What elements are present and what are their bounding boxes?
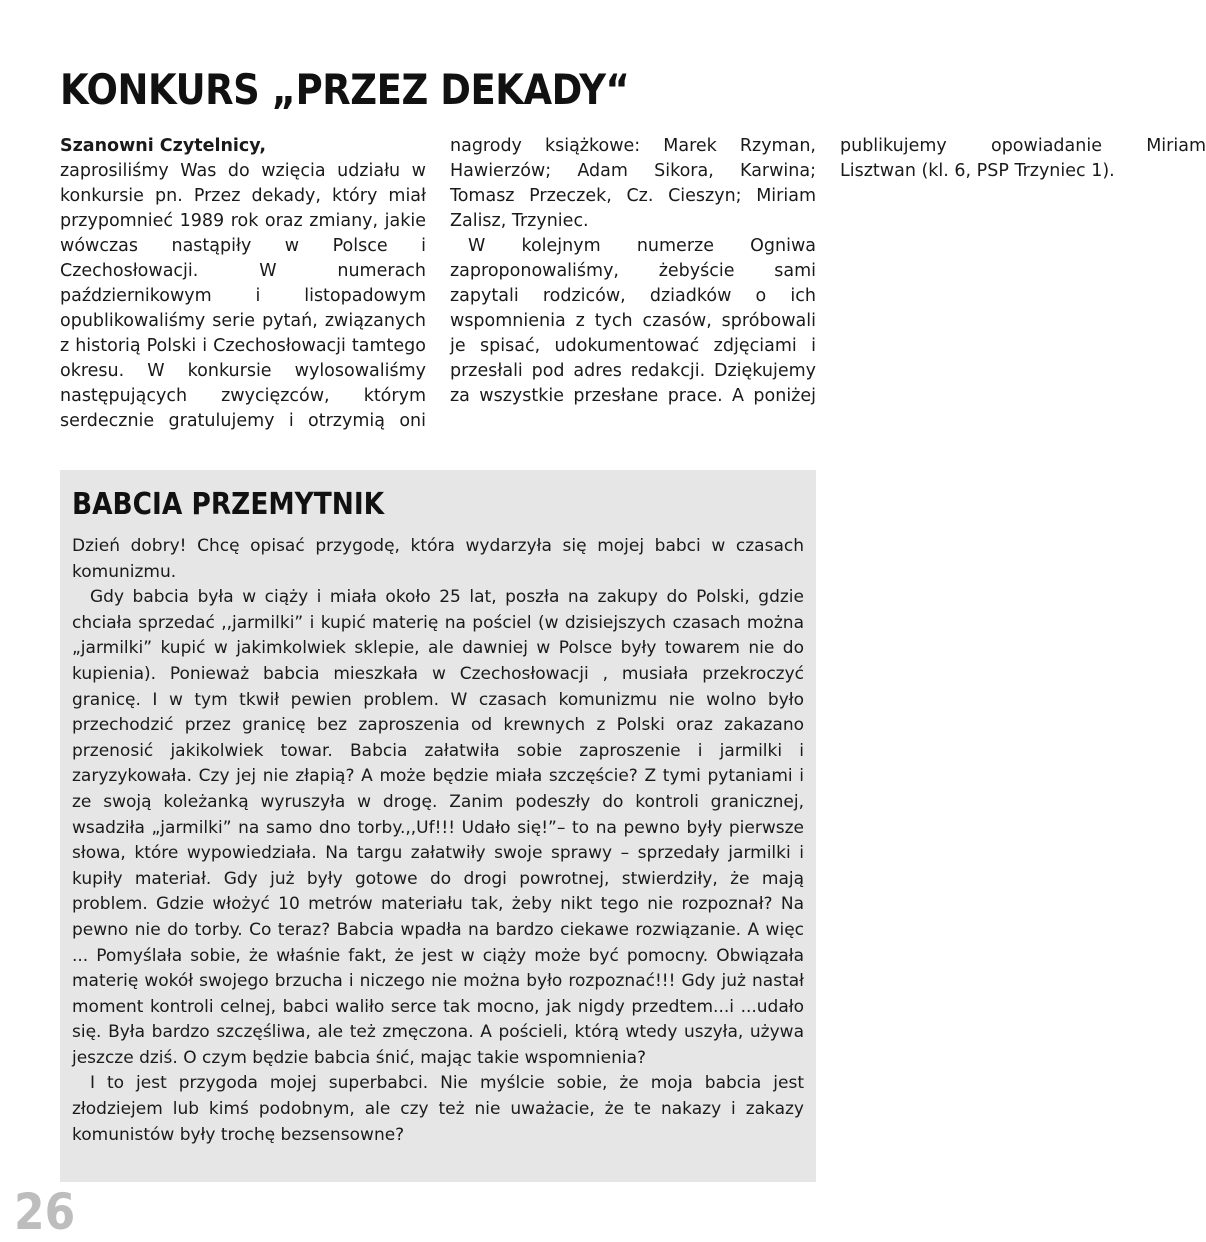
- story-paragraph-3: I to jest przygoda mojej superbabci. Nie myślcie sobie, że moja babcia jest złodziejem lub kimś podobnym, ale czy też nie uważacie, że te nakazy i zakazy komunistów były trochę bezsensowne?: [72, 1073, 804, 1145]
- greeting: Szanowni Czytelnicy,: [60, 136, 266, 156]
- intro-paragraph-1-text: zaprosiliśmy Was do wzięcia udziału w konkursie pn. Przez dekady, który miał przypomnieć 1989 rok oraz zmiany, jakie wówczas nastąpiły w Polsce i Czechosłowacji. W numerach październikowym i listopadowym opublikowaliśmy serie pytań, związanych z historią Polski i Czechosłowacji tamtego okresu. W konkursie wylosowaliśmy następujących zwycięzców, którym serdecznie gratulujemy i otrzymią oni nagrody książkowe: Marek Rzyman, Hawierzów; Adam Sikora, Karwina; Tomasz Przeczek, Cz. Cieszyn; Miriam Zalisz, Trzyniec.: [60, 136, 816, 431]
- intro-text: [60, 134, 1206, 438]
- intro-paragraph-2: W kolejnym numerze Ogniwa zaproponowaliśmy, żebyście sami zapytali rodziców, dziadków o ich wspomnienia z tych czasów, spróbowali je spisać, udokumentować zdjęciami i przesłali pod adres redakcji. Dziękujemy za wszystkie przesłane prace. A poniżej publikujemy opowiadanie Miriam Lisztwan (kl. 6, PSP Trzyniec 1).: [450, 136, 1206, 406]
- story-paragraph-1: Dzień dobry! Chcę opisać przygodę, która wydarzyła się mojej babci w czasach komunizmu.: [72, 536, 804, 582]
- page-title: KONKURS „PRZEZ DEKADY“: [60, 65, 630, 114]
- story-body: [72, 534, 804, 1148]
- page-number: 26: [14, 1183, 76, 1241]
- story-box: [60, 470, 816, 1182]
- story-paragraph-2: Gdy babcia była w ciąży i miała około 25 lat, poszła na zakupy do Polski, gdzie chciała sprzedać ,,jarmilki” i kupić materię na pościel (w dzisiejszych czasach można „jarmilki” kupić w jakimkolwiek sklepie, ale dawniej w Polsce były towarem nie do kupienia). Ponieważ babcia mieszkała w Czechosłowacji , musiała przekroczyć granicę. I w tym tkwił pewien problem. W czasach komunizmu nie wolno było przechodzić przez granicę bez zaproszenia od krewnych z Polski oraz zakazano przenosić jakikolwiek towar. Babcia załatwiła sobie zaproszenie i jarmilki i zaryzykowała. Czy jej nie złapią? A może będzie miała szczęście? Z tymi pytaniami i ze swoją koleżanką wyruszyła w drogę. Zanim podeszły do kontroli granicznej, wsadziła „jarmilki” na samo dno torby.,,Uf!!! Udało się!”– to na pewno były pierwsze słowa, które wypowiedziała. Na targu załatwiły swoje sprawy – sprzedały jarmilki i kupiły materiał. Gdy już były gotowe do drogi powrotnej, stwierdziły, że mają problem. Gdzie włożyć 10 metrów materiału tak, żeby nikt tego nie rozpoznał? Na pewno nie do torby. Co teraz? Babcia wpadła na bardzo ciekawe rozwiązanie. A więc ... Pomyślała sobie, że właśnie fakt, że jest w ciąży może być pomocny. Obwiązała materię wokół swojego brzucha i niczego nie można było rozpoznać!!! Gdy już nastał moment kontroli celnej, babci waliło serce tak mocno, jak nigdy przedtem...i ...udało się. Była bardzo szczęśliwa, ale też zmęczona. A pościeli, którą wtedy uszyła, używa jeszcze dziś. O czym będzie babcia śnić, mając takie wspomnienia?: [72, 587, 804, 1068]
- story-title: BABCIA PRZEMYTNIK: [72, 487, 385, 522]
